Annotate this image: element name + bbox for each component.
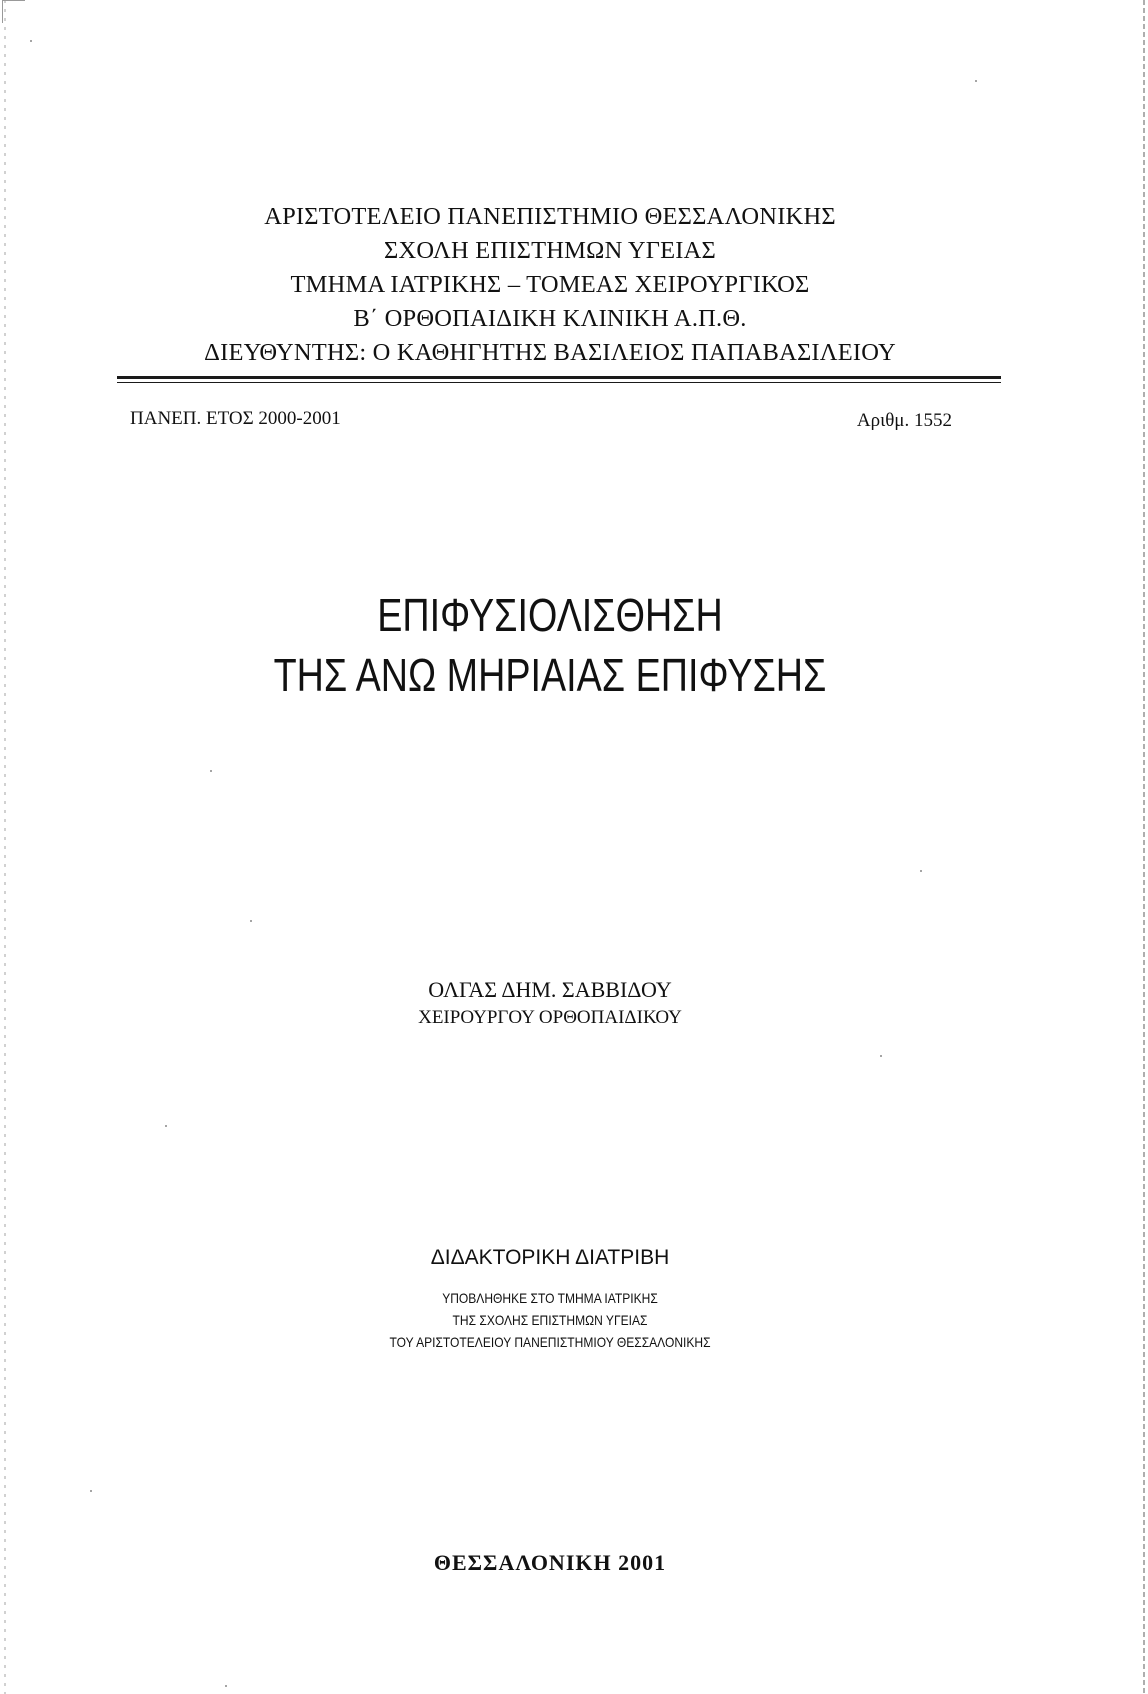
scan-speck	[975, 80, 977, 82]
title-line-2: ΤΗΣ ΑΝΩ ΜΗΡΙΑΙΑΣ ΕΠΙΦΥΣΗΣ	[273, 649, 827, 701]
submission-line-1: ΥΠΟΒΛΗΘΗΚΕ ΣΤΟ ΤΜΗΜΑ ΙΑΤΡΙΚΗΣ	[442, 1290, 658, 1306]
place-and-year	[0, 1550, 1100, 1576]
thesis-type: ΔΙΔΑΚΤΟΡΙΚΗ ΔΙΑΤΡΙΒΗ	[430, 1246, 670, 1269]
submission-statement	[0, 1287, 1100, 1353]
scan-speck	[920, 870, 922, 872]
header-clinic: Β΄ ΟΡΘΟΠΑΙΔΙΚΗ ΚΛΙΝΙΚΗ Α.Π.Θ.	[353, 305, 747, 332]
submission-line-2: ΤΗΣ ΣΧΟΛΗΣ ΕΠΙΣΤΗΜΩΝ ΥΓΕΙΑΣ	[452, 1312, 648, 1328]
place-year: ΘΕΣΣΑΛΟΝΙΚΗ 2001	[433, 1550, 667, 1575]
scan-speck	[225, 1685, 227, 1687]
header-department: ΤΜΗΜΑ ΙΑΤΡΙΚΗΣ – ΤΟΜΕΑΣ ΧΕΙΡΟΥΡΓΙΚΟΣ	[290, 271, 810, 298]
scan-speck	[90, 1490, 92, 1492]
scan-speck	[880, 1055, 882, 1057]
thesis-title	[0, 585, 1100, 705]
institution-header	[0, 200, 1100, 370]
author-name: ΟΛΓΑΣ ΔΗΜ. ΣΑΒΒΙΔΟΥ	[428, 977, 672, 1002]
academic-year: ΠΑΝΕΠ. ΕΤΟΣ 2000-2001	[130, 408, 341, 429]
scan-corner-mark	[2, 0, 25, 23]
title-line-1: ΕΠΙΦΥΣΙΟΛΙΣΘΗΣΗ	[377, 589, 723, 641]
header-school: ΣΧΟΛΗ ΕΠΙΣΤΗΜΩΝ ΥΓΕΙΑΣ	[383, 237, 717, 264]
header-university: ΑΡΙΣΤΟΤΕΛΕΙΟ ΠΑΝΕΠΙΣΤΗΜΙΟ ΘΕΣΣΑΛΟΝΙΚΗΣ	[264, 203, 836, 230]
scan-edge-right	[1143, 0, 1145, 1694]
document-number: Αριθμ. 1552	[856, 410, 952, 431]
author-block	[0, 975, 1100, 1031]
header-divider-thin	[117, 382, 1001, 383]
scan-speck	[210, 770, 212, 772]
author-role: ΧΕΙΡΟΥΡΓΟΥ ΟΡΘΟΠΑΙΔΙΚΟΥ	[418, 1007, 682, 1028]
scan-speck	[165, 1125, 167, 1127]
submission-line-3: ΤΟΥ ΑΡΙΣΤΟΤΕΛΕΙΟΥ ΠΑΝΕΠΙΣΤΗΜΙΟΥ ΘΕΣΣΑΛΟΝΙΚΗΣ	[389, 1334, 711, 1350]
header-divider-thick	[117, 376, 1001, 379]
header-director: ΔΙΕΥΘΥΝΤΗΣ: Ο ΚΑΘΗΓΗΤΗΣ ΒΑΣΙΛΕΙΟΣ ΠΑΠΑΒΑΣΙΛΕΙΟΥ	[204, 339, 896, 366]
scan-speck	[30, 40, 32, 42]
scan-speck	[250, 920, 252, 922]
thesis-info	[0, 1243, 1100, 1353]
